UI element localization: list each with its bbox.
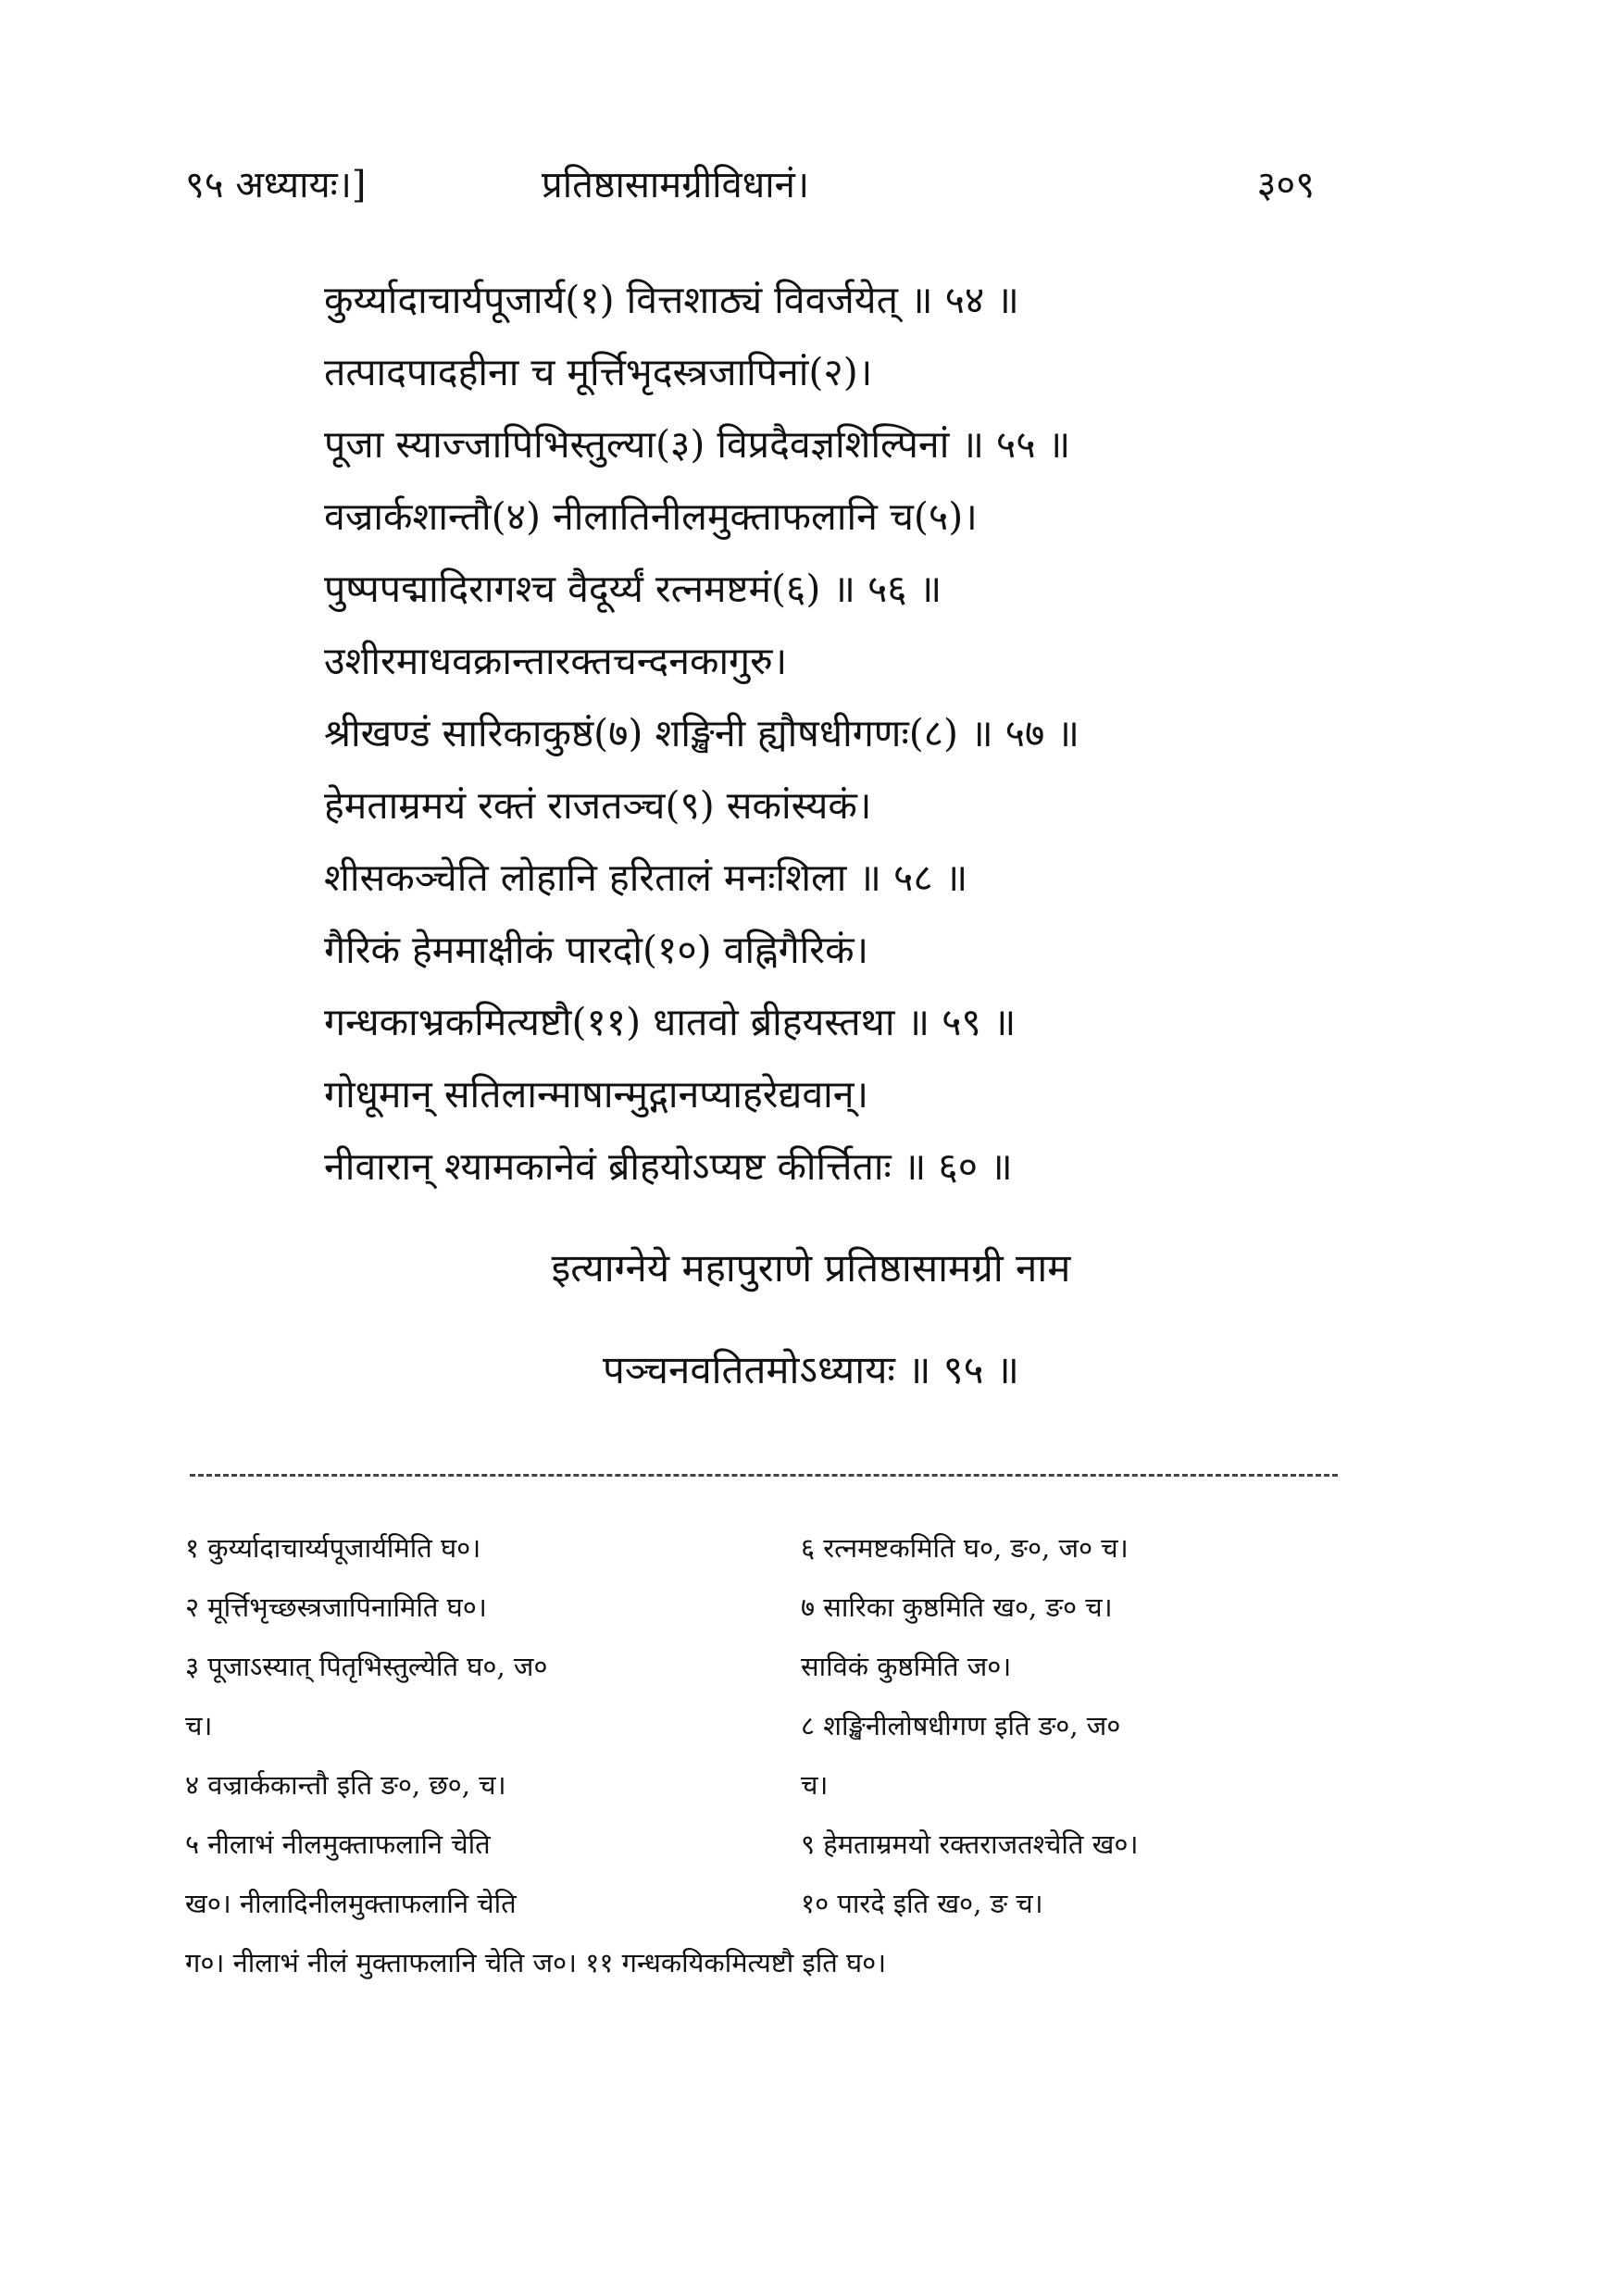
colophon-line: इत्याग्नेये महापुराणे प्रतिष्ठासामग्री नाम [551, 1245, 1071, 1291]
verse-line: श्रीखण्डं सारिकाकुष्ठं(७) शङ्खिनी ह्यौषधीगणः(८) ॥ ५७ ॥ [324, 711, 1079, 755]
verse-line: पूजा स्याज्जापिभिस्तुल्या(३) विप्रदैवज्ञशिल्पिनां ॥ ५५ ॥ [324, 422, 1071, 467]
footnote-row [185, 1637, 1352, 1696]
footnote-right: ८ शङ्खिनीलोषधीगण इति ङ०, ज० [801, 1710, 1121, 1741]
footnote-right: साविकं कुष्ठमिति ज०। [801, 1651, 1012, 1682]
chapter-colophon [0, 1217, 1622, 1421]
verse-line: गैरिकं हेममाक्षीकं पारदो(१०) वह्निगैरिकं। [324, 928, 869, 972]
verse-block [324, 264, 1324, 1203]
footnote-left: ५ नीलाभं नीलमुक्ताफलानि चेति [185, 1828, 491, 1860]
running-header [185, 157, 1315, 222]
footnote-row [185, 1696, 1352, 1755]
verse-line: उशीरमाधवक्रान्तारक्तचन्दनकागुरु। [324, 639, 788, 683]
verse-line: वज्रार्कशान्तौ(४) नीलातिनीलमुक्ताफलानि च(५)। [324, 494, 978, 539]
footnote-line: ग०। नीलाभं नीलं मुक्ताफलानि चेति ज०। ११ गन्धकयिकमित्यष्टौ इति घ०। [185, 1947, 887, 1978]
footnote-row [185, 1518, 1352, 1578]
footnote-left: २ मूर्त्तिभृच्छस्त्रजापिनामिति घ०। [185, 1591, 487, 1623]
footnote-right: च। [801, 1769, 829, 1801]
verse-line: गन्धकाभ्रकमित्यष्टौ(११) धातवो ब्रीहयस्तथा ॥ ५९ ॥ [324, 1000, 1017, 1044]
footnote-divider [190, 1474, 1338, 1477]
running-title: प्रतिष्ठासामग्रीविधानं। [542, 164, 809, 206]
verse-line: तत्पादपादहीना च मूर्त्तिभृदस्त्रजापिनां(२)। [324, 350, 873, 394]
footnote-left: १ कुर्य्यादाचार्य्यपूजार्यमिति घ०। [185, 1532, 481, 1564]
footnote-left: ख०। नीलादिनीलमुक्ताफलानि चेति [185, 1888, 517, 1919]
footnote-right: ६ रत्नमष्टकमिति घ०, ङ०, ज० च। [801, 1532, 1129, 1564]
chapter-reference: ९५ अध्यायः।] [185, 164, 367, 206]
footnote-row [185, 1933, 1352, 1992]
footnotes [185, 1518, 1352, 1992]
verse-line: शीसकञ्चेति लोहानि हरितालं मनःशिला ॥ ५८ ॥ [324, 855, 968, 900]
footnote-row [185, 1874, 1352, 1933]
footnote-row [185, 1578, 1352, 1637]
footnote-right: ९ हेमताम्रमयो रक्तराजतश्चेति ख०। [801, 1828, 1139, 1860]
footnote-left: ४ वज्रार्ककान्तौ इति ङ०, छ०, च। [185, 1769, 506, 1801]
colophon-line: पञ्चनवतितमोऽध्यायः ॥ ९५ ॥ [603, 1347, 1019, 1392]
verse-line: कुर्य्यादाचार्यपूजार्य(१) वित्तशाठ्यं विवर्जयेत् ॥ ५४ ॥ [324, 278, 1019, 322]
footnote-right: १० पारदे इति ख०, ङ च। [801, 1888, 1043, 1919]
verse-line: गोधूमान् सतिलान्माषान्मुद्गानप्याहरेद्यवान्। [324, 1072, 869, 1117]
footnote-left: ३ पूजाऽस्यात् पितृभिस्तुल्येति घ०, ज० [185, 1651, 548, 1682]
verse-line: हेमताम्रमयं रक्तं राजतञ्च(९) सकांस्यकं। [324, 783, 872, 828]
footnote-left: च। [185, 1710, 213, 1741]
verse-line: पुष्पपद्मादिरागश्च वैदूर्य्यं रत्नमष्टमं(६) ॥ ५६ ॥ [324, 567, 942, 611]
footnote-row [185, 1815, 1352, 1874]
verse-line: नीवारान् श्यामकानेवं ब्रीहयोऽप्यष्ट कीर्त्तिताः ॥ ६० ॥ [324, 1144, 1013, 1189]
page-number: ३०९ [1256, 164, 1315, 206]
footnote-row [185, 1755, 1352, 1815]
footnote-right: ७ सारिका कुष्ठमिति ख०, ङ० च। [801, 1591, 1113, 1623]
